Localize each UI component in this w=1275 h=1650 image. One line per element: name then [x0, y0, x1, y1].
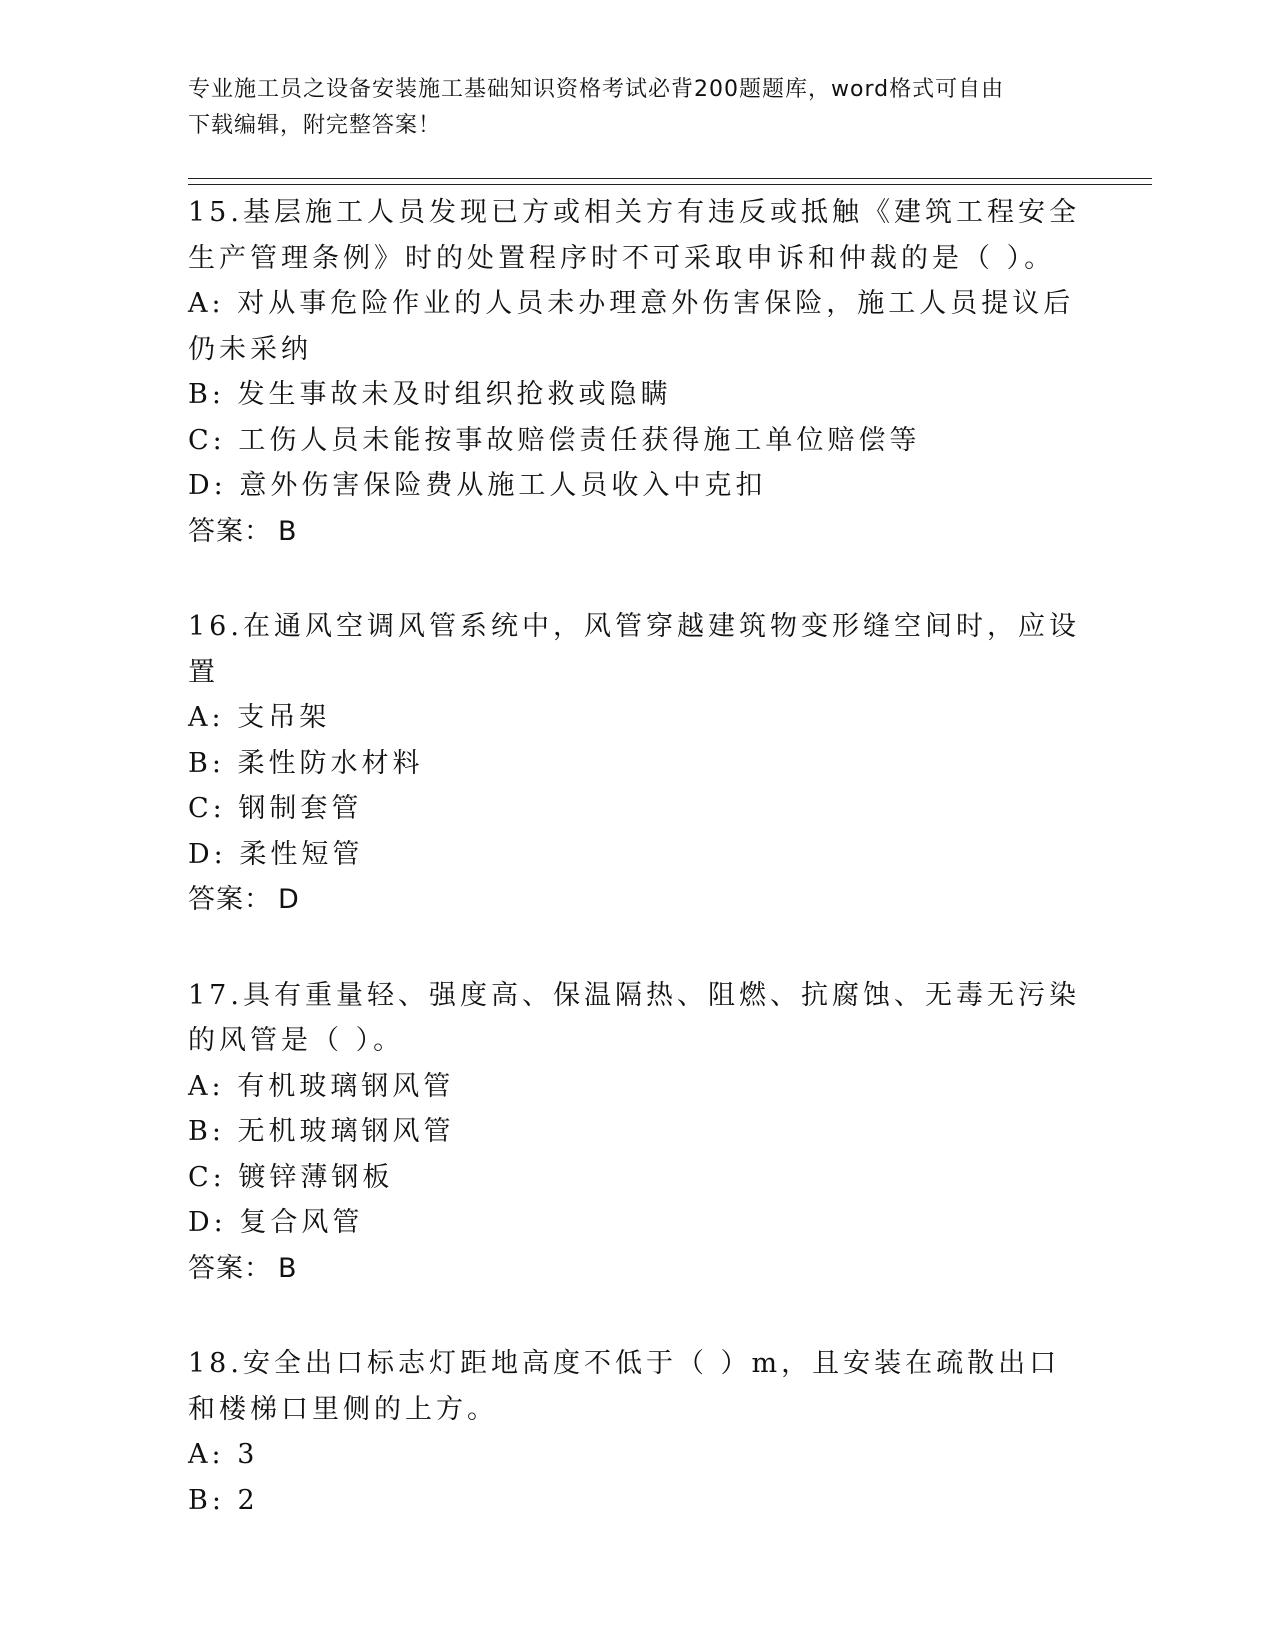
- option-c: [188, 1155, 1088, 1201]
- answer-value: D: [278, 884, 300, 915]
- option-label: D:: [188, 1207, 227, 1238]
- question-text: 在通风空调风管系统中，风管穿越建筑物变形缝空间时，应设置: [188, 611, 1080, 688]
- option-label: C:: [188, 1161, 226, 1193]
- option-label: B:: [188, 747, 225, 779]
- question-number: 18.: [188, 1348, 243, 1379]
- header-line-2: 下载编辑，附完整答案！: [188, 113, 442, 138]
- option-b: [188, 741, 1088, 787]
- question-number: 15.: [188, 197, 243, 228]
- option-text: 有机玻璃钢风管: [237, 1070, 455, 1102]
- option-text: 复合风管: [239, 1207, 364, 1238]
- header-divider-top: [188, 178, 1152, 179]
- question-15: [188, 190, 1088, 554]
- answer-value: B: [278, 515, 298, 547]
- option-d: [188, 463, 1088, 509]
- question-17: [188, 973, 1088, 1292]
- answer-label: 答案：: [188, 1252, 272, 1284]
- question-text: 安全出口标志灯距地高度不低于（ ）m，且安装在疏散出口和楼梯口里侧的上方。: [188, 1348, 1061, 1425]
- header-divider-bottom: [188, 184, 1152, 185]
- option-label: A:: [188, 1070, 225, 1102]
- option-label: D:: [188, 838, 227, 870]
- option-a: [188, 695, 1088, 741]
- question-text: 基层施工人员发现已方或相关方有违反或抵触《建筑工程安全生产管理条例》时的处置程序时不可采取申诉和仲裁的是（ ）。: [188, 197, 1080, 274]
- option-text: 3: [237, 1439, 259, 1470]
- option-text: 柔性防水材料: [237, 747, 424, 779]
- option-text: 发生事故未及时组织抢救或隐瞒: [237, 379, 672, 410]
- option-text: 镀锌薄钢板: [238, 1161, 394, 1193]
- option-text: 钢制套管: [238, 793, 363, 824]
- option-label: D:: [188, 470, 227, 501]
- question-list: [188, 190, 1088, 1573]
- question-stem: [188, 604, 1088, 695]
- option-text: 对从事危险作业的人员未办理意外伤害保险，施工人员提议后仍未采纳: [188, 288, 1075, 365]
- question-stem: [188, 1341, 1088, 1432]
- option-a: [188, 281, 1088, 372]
- option-text: 柔性短管: [239, 838, 364, 870]
- option-text: 工伤人员未能按事故赔偿责任获得施工单位赔偿等: [238, 424, 921, 456]
- option-text: 2: [237, 1484, 259, 1516]
- option-label: B:: [188, 1116, 225, 1147]
- answer-line: [188, 877, 1088, 923]
- option-label: B:: [188, 1484, 225, 1516]
- option-a: [188, 1064, 1088, 1110]
- question-text: 具有重量轻、强度高、保温隔热、阻燃、抗腐蚀、无毒无污染的风管是（ ）。: [188, 979, 1080, 1056]
- question-stem: [188, 190, 1088, 281]
- question-number: 17.: [188, 979, 243, 1011]
- document-header: [188, 72, 1088, 144]
- option-label: C:: [188, 793, 226, 824]
- option-d: [188, 1200, 1088, 1246]
- option-d: [188, 832, 1088, 878]
- option-text: 意外伤害保险费从施工人员收入中克扣: [239, 470, 767, 501]
- answer-line: [188, 1246, 1088, 1292]
- option-label: B:: [188, 379, 225, 410]
- option-label: A:: [188, 1439, 225, 1470]
- option-a: [188, 1432, 1088, 1478]
- option-text: 支吊架: [237, 702, 331, 733]
- option-c: [188, 786, 1088, 832]
- question-18: [188, 1341, 1088, 1523]
- answer-label: 答案：: [188, 884, 272, 915]
- question-stem: [188, 973, 1088, 1064]
- option-label: A:: [188, 702, 225, 733]
- question-number: 16.: [188, 611, 243, 642]
- option-b: [188, 372, 1088, 418]
- header-line-1: 专业施工员之设备安装施工基础知识资格考试必背200题题库，word格式可自由: [188, 77, 1005, 102]
- option-label: C:: [188, 424, 226, 456]
- option-c: [188, 418, 1088, 464]
- answer-label: 答案：: [188, 515, 272, 547]
- option-label: A:: [188, 288, 225, 319]
- option-b: [188, 1478, 1088, 1524]
- question-16: [188, 604, 1088, 923]
- option-b: [188, 1109, 1088, 1155]
- answer-value: B: [278, 1252, 298, 1284]
- answer-line: [188, 509, 1088, 555]
- option-text: 无机玻璃钢风管: [237, 1116, 455, 1147]
